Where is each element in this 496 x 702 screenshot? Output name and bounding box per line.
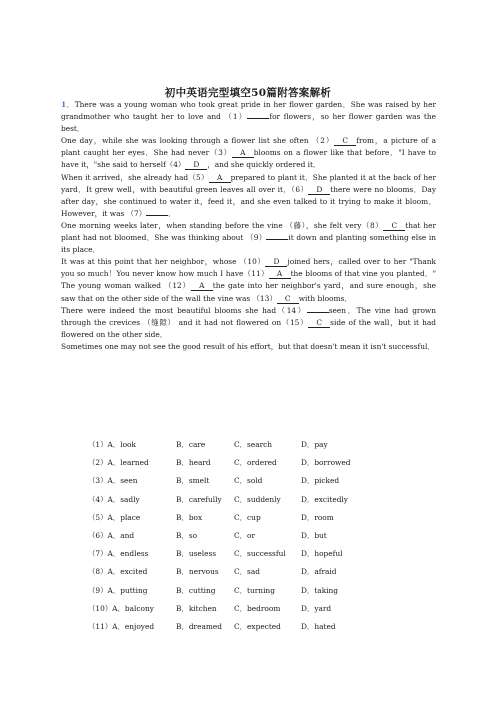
- option-d: D．but: [301, 530, 327, 540]
- passage-text: There was a young woman who took great pride in her flower garden．She was raised by her grandmother who taught her to love and （1）: [61, 100, 436, 122]
- option-c: C．search: [234, 440, 273, 449]
- passage-text: It was at this point that her neighbor，whose （10）: [61, 257, 266, 267]
- answer-blank-12: A: [191, 281, 213, 291]
- option-row: [88, 545, 428, 563]
- paragraph-3: [61, 172, 436, 220]
- option-row: [88, 472, 428, 490]
- option-a: （2）A．learned: [88, 458, 149, 468]
- option-d: D．picked: [301, 476, 340, 486]
- option-a: （11）A．enjoyed: [88, 621, 155, 631]
- option-d: D．excitedly: [301, 494, 348, 504]
- passage-text: There were indeed the most beautiful blooms she had（14）: [61, 305, 307, 315]
- paragraph-2: [61, 135, 436, 171]
- option-a: （1）A．look: [88, 440, 136, 449]
- option-a: （3）A．seen: [88, 476, 138, 486]
- passage-text: side of the wall，but it had flowered on the other side．: [61, 317, 436, 339]
- answer-blank-3: A: [232, 148, 254, 158]
- option-c: C．or: [234, 530, 256, 540]
- passage-text: When it arrived，she already had（5）: [61, 172, 209, 182]
- paragraph-7: Sometimes one may not see the good result of his effort，but that doesn't mean it isn't successful．: [61, 341, 435, 351]
- option-c: C．turning: [234, 585, 275, 595]
- paragraph-5: [61, 256, 436, 304]
- option-row: [88, 454, 428, 472]
- option-c: C．ordered: [234, 458, 277, 468]
- answer-blank-9: [266, 239, 288, 240]
- option-b: B．useless: [176, 549, 217, 559]
- option-row: [88, 618, 428, 636]
- passage-text: the blooms of that vine you planted．" The young woman walked （12）: [61, 269, 436, 291]
- cloze-passage: [61, 99, 436, 353]
- option-c: C．expected: [234, 621, 281, 631]
- answer-blank-15: C: [308, 318, 330, 328]
- answer-blank-13: C: [277, 294, 299, 304]
- passage-text: One morning weeks later，when standing before the vine （藤），she felt very（8）: [61, 220, 384, 230]
- passage-text: prepared to plant it．She planted it at the back of her yard．It grew well，with beautiful green leaves all over it．（6）: [61, 172, 437, 194]
- option-a: （7）A．endless: [88, 549, 149, 559]
- passage-text: ．: [168, 208, 176, 218]
- option-b: B．care: [176, 440, 206, 449]
- passage-text: with blooms．: [298, 293, 352, 303]
- passage-text: One day，while she was looking through a flower list she often （2）: [61, 136, 335, 146]
- option-d: D．borrowed: [301, 458, 351, 468]
- option-b: B．cutting: [176, 585, 216, 595]
- passage-text: there were no blooms．Day after day，she continued to water it，feed it，and she even talked to it trying to make it bloom．However，it was （7）: [61, 184, 437, 218]
- option-b: B．smelt: [176, 476, 210, 486]
- option-row: [88, 600, 428, 618]
- option-b: B．box: [176, 512, 203, 522]
- option-d: D．room: [301, 512, 334, 522]
- option-b: B．so: [176, 530, 198, 540]
- option-a: （10）A．balcony: [88, 603, 154, 613]
- option-a: （8）A．excited: [88, 567, 148, 577]
- option-c: C．sad: [234, 567, 260, 577]
- option-b: B．heard: [176, 458, 211, 468]
- option-a: （5）A．place: [88, 512, 141, 522]
- passage-text: blooms on a flower like that before．"I have to have it，"she said to herself（4）: [61, 148, 436, 170]
- answer-blank-8: C: [383, 221, 405, 231]
- paragraph-1: [61, 99, 436, 135]
- option-b: B．kitchen: [176, 603, 217, 613]
- option-c: C．bedroom: [234, 603, 281, 613]
- answer-options: [88, 436, 428, 636]
- answer-blank-7: [146, 215, 168, 216]
- answer-blank-14: [307, 312, 329, 313]
- option-b: B．carefully: [176, 494, 222, 504]
- option-row: [88, 436, 428, 454]
- option-b: B．nervous: [176, 567, 219, 577]
- paragraph-6: [61, 305, 436, 341]
- answer-blank-6: D: [308, 185, 330, 195]
- option-row: [88, 582, 428, 600]
- answer-blank-5: A: [209, 173, 231, 183]
- option-row: [88, 509, 428, 527]
- passage-text: seen．The vine had grown through the crevices （缝隙） and it had not flowered on（15）: [61, 305, 437, 327]
- option-c: C．successful: [234, 549, 286, 559]
- passage-text: it down and planting something else in its place．: [61, 233, 436, 255]
- answer-blank-11: A: [269, 269, 291, 279]
- option-d: D．yard: [301, 603, 332, 613]
- option-d: D．hated: [301, 621, 336, 631]
- option-row: [88, 491, 428, 509]
- option-c: C．cup: [234, 512, 261, 522]
- passage-text: for flowers，so her flower garden was the best．: [61, 112, 436, 134]
- option-row: [88, 527, 428, 545]
- answer-blank-10: D: [265, 257, 287, 267]
- option-c: C．sold: [234, 476, 263, 486]
- answer-blank-2: C: [334, 136, 356, 146]
- paragraph-4: [61, 220, 436, 256]
- option-d: D．pay: [301, 440, 328, 449]
- option-d: D．taking: [301, 585, 339, 595]
- passage-text: the gate into her neighbor's yard，and sure enough，she saw that on the other side of the wall the vine was （13）: [61, 281, 436, 303]
- document-title: 初中英语完型填空50篇附答案解析: [164, 87, 332, 99]
- option-d: D．hopeful: [301, 549, 343, 559]
- option-a: （4）A．sadly: [88, 494, 140, 504]
- answer-blank-1: [247, 118, 269, 119]
- option-b: B．dreamed: [176, 621, 222, 631]
- passage-text: from，a picture of a plant caught her eyes．She had never（3）: [61, 136, 436, 158]
- option-a: （6）A．and: [88, 530, 135, 540]
- option-a: （9）A．putting: [88, 585, 148, 595]
- option-c: C．suddenly: [234, 494, 281, 504]
- passage-text: that her plant had not bloomed．She was thinking about （9）: [61, 220, 436, 243]
- passage-text: joined hers，called over to her "Thank you so much！You never know how much I have（11）: [61, 257, 437, 279]
- passage-text: ，and she quickly ordered it．: [207, 160, 321, 170]
- answer-blank-4: D: [185, 160, 207, 170]
- question-number: 1．: [61, 100, 75, 109]
- option-row: [88, 563, 428, 581]
- option-d: D．afraid: [301, 567, 337, 577]
